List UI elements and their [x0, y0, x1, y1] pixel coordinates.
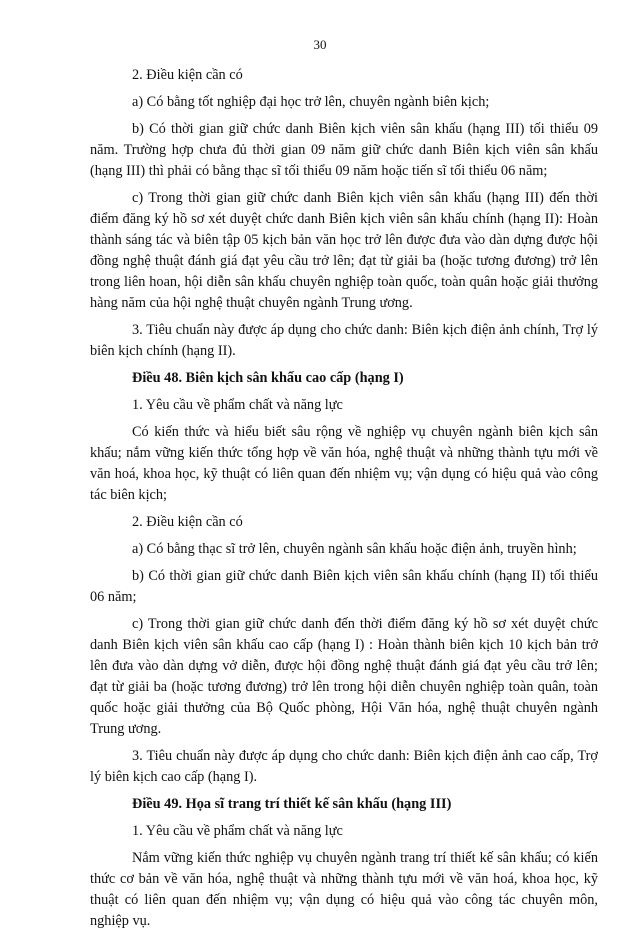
paragraph: 2. Điều kiện cần có: [132, 514, 243, 530]
paragraph: Nắm vững kiến thức nghiệp vụ chuyên ngành trang trí thiết kế sân khấu; có kiến thức cơ bản về văn hóa, nghệ thuật và những thành tựu mới về văn hoá, khoa học, kỹ thuật có liên quan đến nhiệm vụ; vận dụng có hiệu quả vào công tác chuyên môn, nghiệp vụ.: [90, 850, 598, 929]
paragraph: 1. Yêu cầu về phẩm chất và năng lực: [132, 397, 343, 413]
paragraph: 3. Tiêu chuẩn này được áp dụng cho chức danh: Biên kịch điện ảnh chính, Trợ lý biên kịch chính (hạng II).: [90, 322, 598, 359]
paragraph: c) Trong thời gian giữ chức danh Biên kịch viên sân khấu (hạng III) đến thời điểm đăng ký hồ sơ xét duyệt chức danh Biên kịch viên sân khấu chính (hạng II): Hoàn thành sáng tác và biên tập 05 kịch bản văn học trở lên được đưa vào dàn dựng được hội đồng nghệ thuật đánh giá đạt yêu cầu trở lên; đạt từ giải ba (hoặc tương đương) trở lên trong liên hoan, hội diễn sân khấu chuyên nghiệp toàn quốc, toàn quân hoặc giải thưởng hàng năm của hội nghệ thuật chuyên ngành Trung ương.: [90, 190, 598, 311]
paragraph: b) Có thời gian giữ chức danh Biên kịch viên sân khấu chính (hạng II) tối thiểu 06 năm;: [90, 568, 598, 605]
paragraph: 1. Yêu cầu về phẩm chất và năng lực: [132, 823, 343, 839]
paragraph: c) Trong thời gian giữ chức danh đến thời điểm đăng ký hồ sơ xét duyệt chức danh Biên kịch viên sân khấu cao cấp (hạng I) : Hoàn thành biên kịch 10 kịch bản trở lên đưa vào dàn dựng vở diễn, được hội đồng nghệ thuật đánh giá đạt yêu cầu trở lên; đạt từ giải ba (hoặc tương đương) trở lên trong hội diễn chuyên nghiệp toàn quân, toàn quốc hoặc giải thưởng của Bộ Quốc phòng, Hội Văn hóa, nghệ thuật chuyên ngành Trung ương.: [90, 616, 598, 737]
document-body: [90, 65, 598, 938]
paragraph: a) Có bằng tốt nghiệp đại học trở lên, chuyên ngành biên kịch;: [132, 94, 490, 110]
paragraph: 2. Điều kiện cần có: [132, 67, 243, 83]
paragraph: a) Có bằng thạc sĩ trở lên, chuyên ngành sân khấu hoặc điện ảnh, truyền hình;: [132, 541, 577, 557]
article-heading: Điều 49. Họa sĩ trang trí thiết kế sân khấu (hạng III): [132, 796, 452, 812]
paragraph: Có kiến thức và hiểu biết sâu rộng về nghiệp vụ chuyên ngành biên kịch sân khấu; nắm vững kiến thức tổng hợp về văn hóa, nghệ thuật và những thành tựu mới về văn hoá, khoa học, kỹ thuật có liên quan đến nhiệm vụ; vận dụng có hiệu quả vào công tác biên kịch;: [90, 424, 598, 503]
paragraph: b) Có thời gian giữ chức danh Biên kịch viên sân khấu (hạng III) tối thiểu 09 năm. Trường hợp chưa đủ thời gian 09 năm giữ chức danh Biên kịch viên sân khấu (hạng III) thì phải có bằng thạc sĩ tối thiểu 09 năm hoặc tiến sĩ tối thiểu 06 năm;: [90, 121, 598, 179]
paragraph: 3. Tiêu chuẩn này được áp dụng cho chức danh: Biên kịch điện ảnh cao cấp, Trợ lý biên kịch cao cấp (hạng I).: [90, 748, 598, 785]
article-heading: Điều 48. Biên kịch sân khấu cao cấp (hạng I): [132, 370, 404, 386]
page-number: 30: [313, 37, 327, 52]
